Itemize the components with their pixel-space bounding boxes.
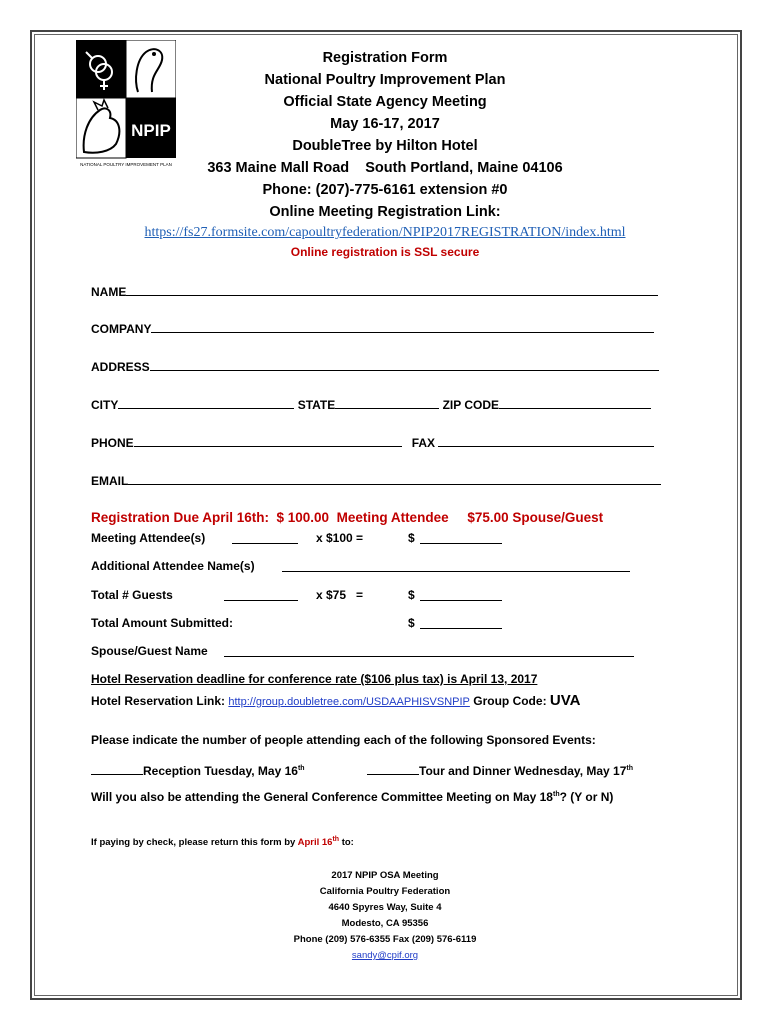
city-label: CITY <box>91 398 119 412</box>
hotel-link-label: Hotel Reservation Link: <box>91 694 226 708</box>
check-date: April 16 <box>297 837 333 849</box>
committee-question-end: ? (Y or N) <box>559 790 614 804</box>
attendees-amount-line[interactable] <box>420 531 502 544</box>
hotel-phone: Phone: (207)-775-6161 extension #0 <box>262 182 508 198</box>
total-amount-line[interactable] <box>420 616 502 629</box>
spouse-guest-label: Spouse/Guest Name <box>91 644 208 658</box>
hotel-deadline: Hotel Reservation deadline for conference rate ($106 plus tax) is April 13, 2017 <box>91 672 538 686</box>
guests-amount-line[interactable] <box>420 588 502 601</box>
email-label: EMAIL <box>91 474 129 488</box>
tour-sup: th <box>626 765 633 772</box>
tour-count-line[interactable] <box>367 762 419 775</box>
city-state-zip-row <box>91 396 651 412</box>
total-guests-line[interactable] <box>224 588 298 601</box>
additional-attendee-label: Additional Attendee Name(s) <box>91 559 255 573</box>
registration-due-line: Registration Due April 16th: $ 100.00 Meeting Attendee $75.00 Spouse/Guest <box>91 510 604 525</box>
committee-question <box>91 790 613 804</box>
name-label: NAME <box>91 285 127 299</box>
additional-attendee-line[interactable] <box>282 559 630 572</box>
address-line-3: 4640 Spyres Way, Suite 4 <box>328 902 442 913</box>
tour-label: Tour and Dinner Wednesday, May 17 <box>419 764 627 778</box>
phone-label: PHONE <box>91 436 134 450</box>
online-registration-heading: Online Meeting Registration Link: <box>269 204 501 220</box>
logo-npip-text: NPIP <box>131 121 171 140</box>
address-line[interactable] <box>150 358 659 371</box>
meeting-dates: May 16-17, 2017 <box>330 116 440 132</box>
name-line[interactable] <box>126 283 658 296</box>
address-label: ADDRESS <box>91 360 150 374</box>
ssl-note: Online registration is SSL secure <box>290 245 480 259</box>
guests-dollar-sign: $ <box>408 588 415 602</box>
phone-line[interactable] <box>134 434 402 447</box>
email-line[interactable] <box>128 472 661 485</box>
form-title: Registration Form <box>322 50 448 66</box>
attendees-dollar-sign: $ <box>408 531 415 545</box>
hotel-name: DoubleTree by Hilton Hotel <box>292 138 478 154</box>
events-prompt: Please indicate the number of people attending each of the following Sponsored Events: <box>91 733 596 747</box>
check-text-after: to: <box>341 837 354 849</box>
address-line-1: 2017 NPIP OSA Meeting <box>331 870 439 881</box>
group-code-value: UVA <box>549 692 581 709</box>
spouse-guest-line[interactable] <box>224 644 634 657</box>
hotel-address: 363 Maine Mall Road South Portland, Maine 04106 <box>207 160 563 176</box>
check-instructions <box>91 836 354 848</box>
city-line[interactable] <box>118 396 294 409</box>
state-line[interactable] <box>335 396 439 409</box>
group-code-label: Group Code: <box>473 694 547 708</box>
fax-line[interactable] <box>438 434 654 447</box>
contact-email-link[interactable]: sandy@cpif.org <box>351 950 419 961</box>
zip-label: ZIP CODE <box>442 398 500 412</box>
reception-row <box>91 762 305 778</box>
reception-count-line[interactable] <box>91 762 143 775</box>
state-label: STATE <box>297 398 336 412</box>
committee-question-text: Will you also be attending the General Conference Committee Meeting on May 18 <box>91 790 553 804</box>
name-field[interactable] <box>91 283 658 299</box>
email-field[interactable] <box>91 472 661 488</box>
total-guests-label: Total # Guests <box>91 588 173 602</box>
fax-label: FAX <box>411 436 436 450</box>
company-label: COMPANY <box>91 322 152 336</box>
program-name: National Poultry Improvement Plan <box>264 72 506 88</box>
total-amount-label: Total Amount Submitted: <box>91 616 233 630</box>
logo-caption: NATIONAL POULTRY IMPROVEMENT PLAN <box>80 162 172 167</box>
reception-sup: th <box>297 765 305 772</box>
committee-sup: th <box>552 791 560 798</box>
zip-line[interactable] <box>499 396 651 409</box>
company-field[interactable] <box>91 320 654 336</box>
meeting-name: Official State Agency Meeting <box>283 94 487 110</box>
tour-row <box>367 762 633 778</box>
check-text-before: If paying by check, please return this form by <box>91 837 296 849</box>
company-line[interactable] <box>151 320 654 333</box>
meeting-attendees-line[interactable] <box>232 531 298 544</box>
phone-fax-row <box>91 434 654 450</box>
hotel-reservation-link[interactable]: http://group.doubletree.com/USDAAPHISVSNPIP <box>228 696 470 708</box>
check-date-sup: th <box>332 836 340 843</box>
total-dollar-sign: $ <box>408 616 415 630</box>
hotel-link-row <box>91 692 580 709</box>
registration-link[interactable]: https://fs27.formsite.com/capoultryfederation/NPIP2017REGISTRATION/index.html <box>144 225 626 240</box>
guests-multiplier: x $75 = <box>316 588 364 602</box>
address-field[interactable] <box>91 358 659 374</box>
meeting-attendees-label: Meeting Attendee(s) <box>91 531 206 545</box>
attendees-multiplier: x $100 = <box>316 531 364 545</box>
mailing-address <box>0 868 770 964</box>
address-line-4: Modesto, CA 95356 <box>341 918 429 929</box>
address-line-5: Phone (209) 576-6355 Fax (209) 576-6119 <box>293 934 477 945</box>
reception-label: Reception Tuesday, May 16 <box>143 764 298 778</box>
address-line-2: California Poultry Federation <box>319 886 451 897</box>
